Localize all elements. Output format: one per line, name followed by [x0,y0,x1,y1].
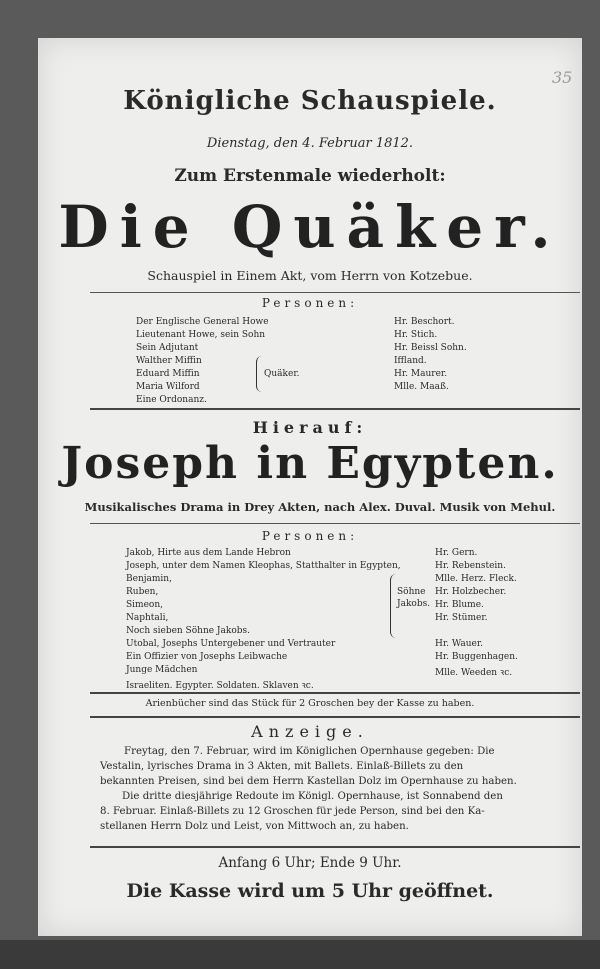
performance-times: Anfang 6 Uhr; Ende 9 Uhr. [218,855,402,871]
actor: Hr. Beschort. [394,317,455,327]
play1-title: Die Quäker. [58,193,562,261]
divider [90,846,580,848]
role: Jakob, Hirte aus dem Lande Hebron [126,548,291,558]
divider [90,692,580,694]
actor: Hr. Gern. [435,548,478,558]
performance-date: Dienstag, den 4. Februar 1812. [206,136,414,151]
actor: Hr. Blume. [435,600,484,610]
notice-line: bekannten Preisen, sind bei dem Herrn Kastellan Dolz im Opernhause zu haben. [100,776,517,787]
booklet-note: Arienbücher sind das Stück für 2 Groschen bey der Kasse zu haben. [145,698,475,709]
divider [90,716,580,718]
play2-intro: Hierauf: [252,418,368,437]
brace [256,356,262,392]
role: Naphtali, [126,613,169,623]
pencil-note: 35 [552,68,573,87]
scan-background-strip [0,940,600,969]
actor: Iffland. [394,356,427,366]
notice-heading: Anzeige. [251,722,369,741]
divider [90,408,580,410]
actor: Hr. Rebenstein. [435,561,506,571]
actor: Hr. Maurer. [394,369,448,379]
role: Ruben, [126,587,159,597]
divider [90,523,580,524]
theatre-name: Königliche Schauspiele. [123,86,497,116]
role: Ein Offizier von Josephs Leibwache [126,652,288,662]
actor: Mlle. Weeden ꝛc. [435,668,513,678]
notice-line: stellanen Herrn Dolz und Leist, von Mittwoch an, zu haben. [100,821,409,832]
role: Benjamin, [126,574,172,584]
play1-subtitle: Schauspiel in Einem Akt, vom Herrn von Kotzebue. [147,268,473,283]
brace [390,574,396,638]
sons-label: Jakobs. [397,599,431,609]
play2-subtitle: Musikalisches Drama in Drey Akten, nach Alex. Duval. Musik von Mehul. [84,500,556,514]
actor: Mlle. Maaß. [394,382,449,392]
notice-line: Freytag, den 7. Februar, wird im Königlichen Opernhause gegeben: Die [124,746,495,757]
play2-title: Joseph in Egypten. [61,438,559,489]
role: Utobal, Josephs Untergebener und Vertrauter [126,639,336,649]
play1-intro: Zum Erstenmale wiederholt: [174,166,446,186]
actor: Hr. Stümer. [435,613,488,623]
role: Der Englische General Howe [136,317,269,327]
role: Eduard Miffin [136,369,200,379]
role: Junge Mädchen [126,665,198,675]
role: Israeliten. Egypter. Soldaten. Sklaven ꝛc. [126,681,314,691]
actor: Mlle. Herz. Fleck. [435,574,517,584]
role: Simeon, [126,600,163,610]
role: Lieutenant Howe, sein Sohn [136,330,266,340]
actor: Hr. Buggenhagen. [435,652,518,662]
role: Joseph, unter dem Namen Kleophas, Statthalter in Egypten, [126,561,401,571]
role: Noch sieben Söhne Jakobs. [126,626,251,636]
notice-line: 8. Februar. Einlaß-Billets zu 12 Groschen für jede Person, sind bei den Ka- [100,806,485,817]
playbill-paper [38,38,582,936]
divider [90,292,580,293]
notice-line: Die dritte diesjährige Redoute im Königl. Opernhause, ist Sonnabend den [122,791,503,802]
play2-personen-heading: Personen: [261,529,359,543]
actor: Hr. Holzbecher. [435,587,507,597]
actor: Hr. Wauer. [435,639,484,649]
role: Walther Miffin [136,356,202,366]
play1-personen-heading: Personen: [261,296,359,310]
box-office-notice: Die Kasse wird um 5 Uhr geöffnet. [126,880,494,902]
sons-label: Söhne [397,587,426,597]
actor: Hr. Stich. [394,330,438,340]
notice-line: Vestalin, lyrisches Drama in 3 Akten, mit Ballets. Einlaß-Billets zu den [100,761,464,772]
role: Sein Adjutant [136,343,199,353]
quaker-label: Quäker. [264,369,300,379]
actor: Hr. Beissl Sohn. [394,343,467,353]
role: Maria Wilford [136,382,200,392]
role: Eine Ordonanz. [136,395,207,405]
